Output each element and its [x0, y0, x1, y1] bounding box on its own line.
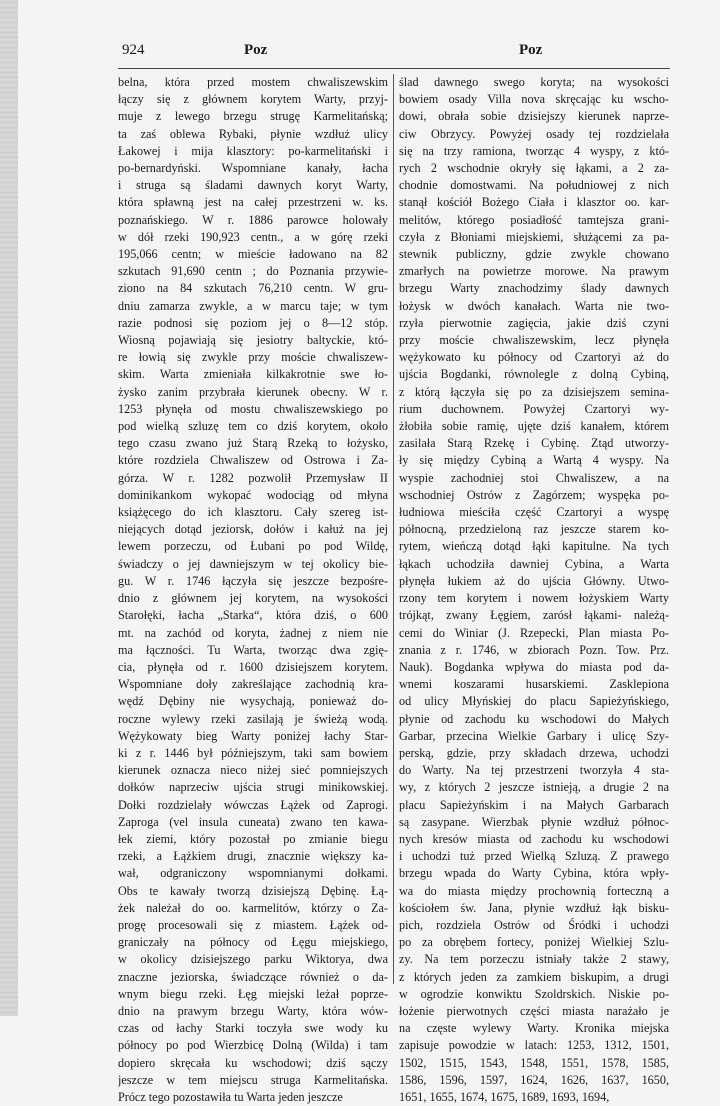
column-divider [393, 74, 394, 984]
text-line: bowiem osady Villa nova skręcając ku wscho- [399, 92, 669, 107]
text-line: zapisuje powodzie w latach: 1253, 1312, 1501, [399, 1038, 669, 1053]
text-line: ły się między Cybiną a Wartą 4 wyspy. Na [399, 453, 669, 468]
text-line: górza. W r. 1282 pozwolił Przemysław II [118, 470, 388, 485]
text-line: do Warty. Na tej przestrzeni tworzyła 4 sta- [399, 763, 669, 778]
text-line: w ogrodzie konwiktu Szoldrskich. Niskie po- [399, 986, 669, 1001]
text-line: książęcego do ich klasztoru. Cały szereg ist- [118, 505, 388, 520]
text-line: Prócz tego pozostawiła tu Warta jeden jeszcze [118, 1089, 343, 1104]
text-line: dnio z głównem jej korytem, na wysokości [118, 591, 388, 606]
text-line: ki z r. 1446 był późniejszym, taki sam bowiem [118, 745, 388, 760]
dictionary-page [118, 42, 674, 1104]
text-line: łudniowa mieściła część Czartoryi a wyspę [399, 505, 669, 520]
text-line: chodnie domostwami. Na południowej z nich [399, 178, 669, 193]
text-line: mt. na zachód od koryta, żadnej z niem nie [118, 625, 388, 640]
text-line: 1586, 1596, 1597, 1624, 1626, 1637, 1650, [399, 1072, 669, 1087]
text-line: wnemi koszarami husarskiemi. Zasklepiona [399, 677, 669, 692]
text-line: dniu zamarza zwykle, a w marcu taje; w tym [118, 298, 388, 313]
text-line: ślad dawnego swego koryta; na wysokości [399, 75, 669, 89]
text-line: dołków naprzeciw ujścia strugi minikowskiej. [118, 780, 388, 795]
text-line: Starołęki, łacha „Starka“, która dziś, o 600 [118, 608, 388, 623]
text-line: Wiosną pojawiają się jesiotry baltyckie, któ- [118, 333, 388, 348]
text-line: rzyła pierwotnie zagięcia, jakie dziś czyni [399, 315, 669, 330]
text-line: ciw Obrzycy. Powyżej osady tej rozdzielała [399, 126, 669, 141]
text-line: czas od łachy Starki toczyła swe wody ku [118, 1021, 388, 1036]
text-line: łączy się z głównem korytem Warty, przyj- [118, 92, 388, 107]
text-line: 195,066 centn; w mieście ładowano na 82 [118, 247, 388, 262]
text-columns [118, 74, 674, 1104]
text-line: poznańskiego. W r. 1886 parowce holowały [118, 212, 388, 227]
text-line: tego czasu zwano już Starą Rzeką to łożysko, [118, 436, 388, 451]
text-line: wnym biegu rzeki. Łęg miejski leżał poprze- [118, 986, 388, 1001]
left-column [118, 74, 388, 1106]
text-line: brzegu wpada do Warty Cybina, która wpły- [399, 866, 669, 881]
text-line: rych 2 wschodnie okryły się łąkami, a 2 za- [399, 161, 669, 176]
right-headword: Poz [519, 42, 543, 58]
text-line: ma łączności. Tu Warta, tworząc dwa zgię- [118, 642, 388, 657]
text-line: łożysk w dwóch kanałach. Warta nie two- [399, 298, 669, 313]
text-line: stanął kościół Bożego Ciała i klasztor oo. kar- [399, 195, 669, 210]
text-line: północną, przedzieloną raz jeszcze starem ko- [399, 522, 669, 537]
text-line: znania z r. 1746, w zbiorach Pozn. Tow. Prz. [399, 642, 669, 657]
text-line: roczne wylewy rzeki zasilają je świeżą wodą. [118, 711, 388, 726]
text-line: cia, płynęła od r. 1600 dzisiejszem korytem. [118, 659, 388, 674]
text-line: żysko zanim przybrała kierunek obecny. W r. [118, 384, 388, 399]
text-line: dominikankom wykopać wodociąg od młyna [118, 487, 388, 502]
text-line: Dołki rozdzielały wówczas Łążek od Zaprogi. [118, 797, 388, 812]
text-line: zasilała Starą Rzekę i Cybinę. Ztąd utworzy- [399, 436, 669, 451]
text-line: nych kresów miasta od zachodu ku wschodowi [399, 831, 669, 846]
text-line: pod wielką szluzę tem co dziś korytem, około [118, 419, 388, 434]
text-line: wężykowato ku północy od Czartoryi aż do [399, 350, 669, 365]
text-line: Obs te kawały tworzą dzisiejszą Dębinę. Łą- [118, 883, 388, 898]
text-line: jeszcze w tem miejscu struga Karmelitańska. [118, 1072, 388, 1087]
text-line: gu. W r. 1746 łączyła się jeszcze bezpośre- [118, 573, 388, 588]
text-line: placu Sapieżyńskim i na Małych Garbarach [399, 797, 669, 812]
text-line: rzony tem korytem i nowem łożyskiem Warty [399, 591, 669, 606]
text-line: dowi, obrała sobie dzisiejszy kierunek naprze- [399, 109, 669, 124]
text-line: trójkąt, zwany Łęgiem, zarósł łąkami- należą- [399, 608, 669, 623]
text-line: w okolicy dzisiejszego parku Wiktorya, dwa [118, 952, 388, 967]
text-line: łożenie pierwotnych części miasta narażało je [399, 1003, 669, 1018]
text-line: się na trzy ramiona, tworząc 4 wyspy, z któ- [399, 143, 669, 158]
text-line: ziono na 84 szkutach 76,210 centn. W gru- [118, 281, 388, 296]
text-line: muje z lewego brzegu strugę Karmelitańską; [118, 109, 388, 124]
text-line: czyła z Błoniami miejskiemi, służącemi za pa- [399, 229, 669, 244]
text-line: wał, odgraniczony wspomnianymi dołkami. [118, 866, 388, 881]
text-line: rzeki, a Łążkiem drugi, znacznie większy ka- [118, 849, 388, 864]
text-line: kierunek oznacza nieco niżej sieć pomniejszych [118, 763, 388, 778]
text-line: belna, która przed mostem chwaliszewskim [118, 75, 388, 89]
text-line: północy po pod Wierzbicę Dolną (Wilda) i tam [118, 1038, 388, 1053]
left-headword: Poz [244, 42, 268, 58]
text-line: Łakowej i mija klasztory: po-karmelitański i [118, 143, 388, 158]
text-line: dopiero skręcała ku wschodowi; dziś sączy [118, 1055, 388, 1070]
text-line: pich, rozdziela Ostrów od Śródki i uchodzi [399, 917, 669, 932]
text-line: perską, gdzie, przy składach drzewa, uchodzi [399, 745, 669, 760]
header-rule [118, 68, 670, 69]
text-line: łąkach uchodziła dawniej Cybina, a Warta [399, 556, 669, 571]
text-line: żłobiła sobie ramię, ujęte dziś kanałem, którem [399, 419, 669, 434]
text-line: płynie od zachodu ku wschodowi do Małych [399, 711, 669, 726]
right-column [399, 74, 669, 1106]
text-line: i uchodzi tuż przed Wielką Szluzą. Z prawego [399, 849, 669, 864]
text-line: re łowią się zwykle przy moście chwaliszew- [118, 350, 388, 365]
text-line: 1651, 1655, 1674, 1675, 1689, 1693, 1694, [399, 1089, 610, 1104]
text-line: lewem porzeczu, od Łubani po pod Wildę, [118, 539, 388, 554]
text-line: graniczały na północy od Łęgu miejskiego, [118, 935, 388, 950]
text-line: wy, z których 2 jeszcze istnieją, a drugie 2 na [399, 780, 669, 795]
text-line: zmarłych na powietrze morowe. Na prawym [399, 264, 669, 279]
text-line: przy moście chwaliszewskim, lecz płynęła [399, 333, 669, 348]
text-line: w dół rzeki 190,923 centn., a w górę rzeki [118, 229, 388, 244]
text-line: z którą łączyła się po za dzisiejszem semina- [399, 384, 669, 399]
text-line: wędź Dębiny nie wysychają, ponieważ do- [118, 694, 388, 709]
text-line: stewnik publiczny, gdzie zwykle chowano [399, 247, 669, 262]
text-line: wa do miasta między prochownią forteczną a [399, 883, 669, 898]
text-line: kościołem św. Jana, płynie wzdłuż łąk bisku- [399, 900, 669, 915]
text-line: znaczne jeziorska, świadczące również o da- [118, 969, 388, 984]
text-line: po za obrębem fortecy, poniżej Wielkiej Szlu- [399, 935, 669, 950]
text-line: świadczy o jej dawniejszym w tej okolicy bie- [118, 556, 388, 571]
text-line: są zasypane. Wierzbak płynie wzdłuż północ- [399, 814, 669, 829]
text-line: od ulicy Młyńskiej do placu Sapieżyńskiego, [399, 694, 669, 709]
text-line: zy. Na tem porzeczu istniały także 2 stawy, [399, 952, 669, 967]
text-line: 1253 płynęła od mostu chwaliszewskiego po [118, 401, 388, 416]
text-line: które rozdziela Chwaliszew od Ostrowa i Za- [118, 453, 388, 468]
text-line: razie podnosi się poziom jej o 8—12 stóp. [118, 315, 388, 330]
text-line: Wężykowaty bieg Warty poniżej łachy Star- [118, 728, 388, 743]
text-line: łek ziemi, który pozostał po zmianie biegu [118, 831, 388, 846]
text-line: wyspie zachodniej stoi Chwaliszew, a na [399, 470, 669, 485]
text-line: 1502, 1515, 1543, 1548, 1551, 1578, 1585, [399, 1055, 669, 1070]
text-line: cemi do Winiar (J. Rzepecki, Plan miasta Po- [399, 625, 669, 640]
text-line: Garbar, przecina Wielkie Garbary i ulicę Szy- [399, 728, 669, 743]
text-line: rium duchownem. Powyżej Czartoryi wy- [399, 401, 669, 416]
text-line: skim. Warta zmieniała kilkakrotnie swe ło- [118, 367, 388, 382]
text-line: po-bernardyński. Wspomniane kanały, łacha [118, 161, 388, 176]
text-line: brzegu Warty znachodzimy ślady dawnych [399, 281, 669, 296]
text-line: niejących dotąd jeziorsk, dołów i kałuż na jej [118, 522, 388, 537]
text-line: szkutach 91,690 centn ; do Poznania przywie- [118, 264, 388, 279]
text-line: rytem, wieńczą dotąd łąki kapitulne. Na tych [399, 539, 669, 554]
text-line: na częste wylewy Warty. Kronika miejska [399, 1021, 669, 1036]
text-line: ujścia Bogdanki, równolegle z dolną Cybiną, [399, 367, 669, 382]
text-line: dnio na prawym brzegu Warty, która wów- [118, 1003, 388, 1018]
scan-edge-shadow [0, 0, 18, 1016]
page-number: 924 [122, 42, 145, 58]
text-line: Nauk). Bogdanka wpływa do miasta pod da- [399, 659, 669, 674]
text-line: która spławną jest na całej przestrzeni w. ks. [118, 195, 388, 210]
text-line: melitów, którego posiadłość tamtejsza grani- [399, 212, 669, 227]
text-line: Zaproga (vel insula cuneata) zwano ten kawa- [118, 814, 388, 829]
page-header [118, 42, 674, 62]
text-line: wschodniej Ostrów z Zagórzem; wyspęka po- [399, 487, 669, 502]
text-line: żek należał do oo. karmelitów, którzy o Za- [118, 900, 388, 915]
text-line: Wspomniane doły zakreślające zachodnią kra- [118, 677, 388, 692]
text-line: z których jeden za zamkiem biskupim, a drugi [399, 969, 669, 984]
text-line: płynęła łukiem aż do ujścia Główny. Utwo- [399, 573, 669, 588]
text-line: ta zaś oblewa Rybaki, płynie wzdłuż ulicy [118, 126, 388, 141]
text-line: i struga są śladami dawnych koryt Warty, [118, 178, 388, 193]
text-line: progę procesowali się z miastem. Łążek od- [118, 917, 388, 932]
